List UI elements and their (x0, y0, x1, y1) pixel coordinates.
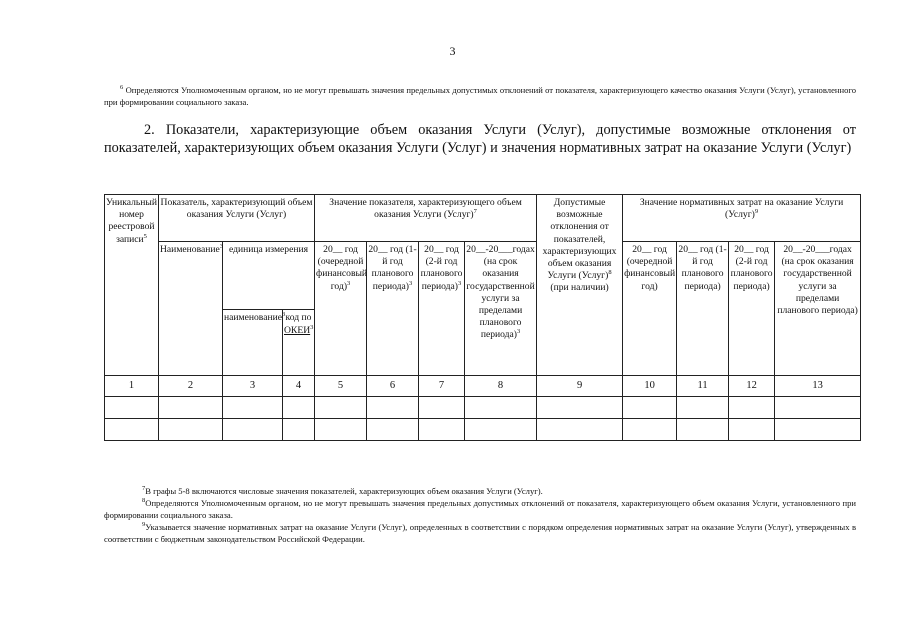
empty-row (105, 397, 861, 419)
header-unit-code: код по ОКЕИ$^3$ (283, 310, 315, 376)
footnote-mark: 8 (142, 497, 146, 505)
header-unit: единица измерения (223, 242, 315, 310)
volume-indicators-table (104, 194, 861, 441)
header-deviation: Допустимые возможные отклонения от показателей, характеризующих объем оказания Услуги (Услуг)$^8$ (при наличии) (537, 195, 623, 376)
header-norm-year-2: 20__ год (1-й год планового периода) (677, 242, 729, 376)
header-year-2: 20__ год (1-й год планового периода)$^3$ (367, 242, 419, 376)
bottom-footnotes (104, 485, 856, 545)
header-year-4: 20__-20___годах (на срок оказания государственной услуги за пределами планового периода)$^3$ (465, 242, 537, 376)
header-registry: Уникальный номер реестровой записи$^5$ (105, 195, 159, 376)
header-unit-name: наименование$^3$ (223, 310, 283, 376)
col-num: 5 (315, 376, 367, 397)
footnote-text: В графы 5-8 включаются числовые значения показателей, характеризующих объем оказания Услуги (Услуг). (145, 486, 543, 496)
col-num: 1 (105, 376, 159, 397)
page-number: 3 (449, 44, 456, 58)
header-value: Значение показателя, характеризующего объем оказания Услуги (Услуг)$^7$ (315, 195, 537, 242)
footnote-9 (104, 521, 856, 545)
header-year-3: 20__ год (2-й год планового периода)$^3$ (419, 242, 465, 376)
header-row-1 (105, 195, 861, 242)
empty-row (105, 419, 861, 441)
header-norm-year-4: 20__-20___годах (на срок оказания государственной услуги за пределами планового периода) (775, 242, 861, 376)
footnote-7 (104, 485, 856, 497)
header-row-2 (105, 242, 861, 310)
footnote-mark: 7 (142, 485, 146, 493)
col-num: 6 (367, 376, 419, 397)
header-name: Наименование$^3$ (159, 242, 223, 376)
section-heading (104, 121, 856, 157)
footnote-mark: 9 (142, 521, 146, 529)
footnote-text: Определяются Уполномоченным органом, но не могут превышать значения предельных допустимых отклонений от показателя, характеризующего объем оказания Услуги, установленного при формировании социального заказа. (104, 498, 856, 520)
header-norm: Значение нормативных затрат на оказание Услуги (Услуг)$^9$ (623, 195, 861, 242)
footnote-mark: 6 (120, 84, 124, 92)
col-num: 13 (775, 376, 861, 397)
column-numbers-row (105, 376, 861, 397)
header-norm-year-3: 20__ год (2-й год планового периода) (729, 242, 775, 376)
col-num: 3 (223, 376, 283, 397)
col-num: 9 (537, 376, 623, 397)
header-indicator: Показатель, характеризующий объем оказания Услуги (Услуг) (159, 195, 315, 242)
section-number: 2. (144, 122, 155, 138)
col-num: 7 (419, 376, 465, 397)
col-num: 10 (623, 376, 677, 397)
header-norm-year-1: 20__ год (очередной финансовый год) (623, 242, 677, 376)
col-num: 2 (159, 376, 223, 397)
footnote-6 (104, 84, 856, 108)
footnote-text: Определяются Уполномоченным органом, но не могут превышать значения предельных допустимых отклонений от показателя, характеризующего качество оказания Услуги (Услуг), установленного при формировании социального заказа. (104, 85, 857, 107)
header-year-1: 20__ год (очередной финансовый год)$^3$ (315, 242, 367, 376)
col-num: 8 (465, 376, 537, 397)
col-num: 11 (677, 376, 729, 397)
col-num: 4 (283, 376, 315, 397)
footnote-8 (104, 497, 856, 521)
section-title: Показатели, характеризующие объем оказания Услуги (Услуг), допустимые возможные отклонения от показателей, характеризующих объем оказания Услуги (Услуг) и значения нормативных затрат на оказание Услуги (Услуг) (104, 122, 857, 156)
col-num: 12 (729, 376, 775, 397)
footnote-text: Указывается значение нормативных затрат на оказание Услуги (Услуг), определенных в соответствии с порядком определения нормативных затрат на оказание Услуги (Услуг), утвержденных в соответствии с бюджетным законодательством Российской Федерации. (104, 522, 856, 544)
